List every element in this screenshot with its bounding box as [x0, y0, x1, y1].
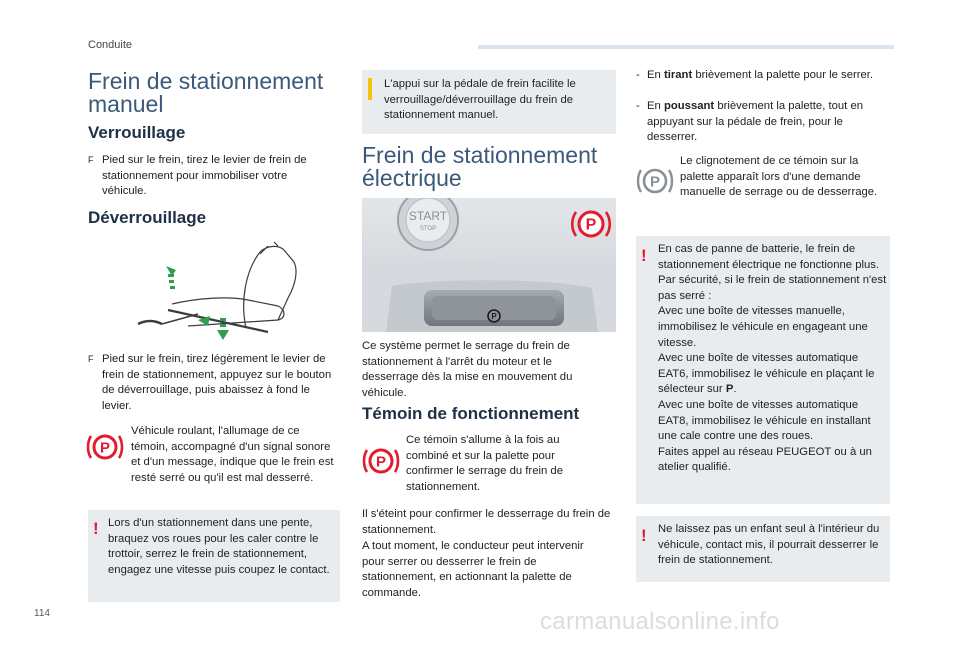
- bullet-icon: F: [88, 354, 94, 364]
- battery-line-1: En cas de panne de batterie, le frein de stationnement électrique ne fonctionne plus.: [658, 243, 880, 271]
- pull-instruction: [636, 68, 886, 84]
- witness-text: Ce témoin s'allume à la fois au combiné et sur la palette pour confirmer le serrage du frein de stationnement.: [406, 434, 563, 493]
- handbrake-illustration: [128, 240, 338, 340]
- start-label: START: [408, 209, 448, 223]
- parking-letter: P: [375, 453, 387, 471]
- battery-warning-body: [658, 242, 888, 476]
- slope-warning-box: [88, 510, 340, 602]
- warning-icon: !: [641, 526, 647, 545]
- watermark: carmanualsonline.info: [540, 608, 780, 635]
- release-text-1: Il s'éteint pour confirmer le desserrage du frein de stationnement.: [362, 508, 611, 536]
- manual-brake-title: Frein de stationnement manuel: [88, 68, 324, 117]
- battery-line-3: Avec une boîte de vitesses manuelle, immobilisez le véhicule en engageant une vitesse.: [658, 305, 868, 349]
- bullet-icon: F: [88, 155, 94, 165]
- electric-brake-title: Frein de stationnement électrique: [362, 142, 598, 191]
- battery-warning-box: [636, 236, 890, 504]
- info-bar: [368, 78, 372, 100]
- parking-letter: P: [585, 216, 597, 234]
- release-text-2: A tout moment, le conducteur peut intervenir pour serrer ou desserrer le frein de stationnement, en actionnant la palette de commande.: [362, 540, 584, 599]
- dash-mark: -: [636, 69, 640, 81]
- locking-heading: Verrouillage: [88, 123, 186, 142]
- section-label: Conduite: [88, 39, 133, 51]
- push-bold: poussant: [663, 100, 715, 112]
- child-warning-box: [636, 516, 890, 582]
- blink-text: Le clignotement de ce témoin sur la palette apparaît lors d'une demande manuelle de serrage ou de desserrage.: [680, 155, 878, 199]
- pedal-info-note: [362, 70, 616, 134]
- child-warning-text: Ne laissez pas un enfant seul à l'intérieur du véhicule, contact mis, il pourrait desserrer le frein de stationnement.: [658, 523, 880, 567]
- battery-line-5: Avec une boîte de vitesses automatique EAT8, immobilisez le véhicule en installant une cale contre une des roues.: [658, 398, 871, 443]
- slope-warning-text: Lors d'un stationnement dans une pente, braquez vos roues pour les caler contre le trottoir, serrez le frein de stationnement, engagez une vitesse puis coupez le contact.: [108, 517, 330, 576]
- header-bar: [478, 45, 894, 49]
- battery-line-4a: Avec une boîte de vitesses automatique EAT6, immobilisez le véhicule en plaçant le sélecteur sur: [658, 352, 875, 396]
- unlocking-text: Pied sur le frein, tirez légèrement le levier de frein de stationnement, appuyez sur le bouton de déverrouillage, puis abaissez à fond le levier.: [102, 353, 332, 412]
- dash-mark: -: [636, 100, 640, 112]
- page-number: 114: [34, 608, 50, 619]
- parking-letter: P: [649, 173, 661, 191]
- push-rest: brièvement la palette, tout en appuyant sur la pédale de frein, pour le desserrer.: [647, 100, 864, 144]
- electric-description: Ce système permet le serrage du frein de stationnement à l'arrêt du moteur et le desserrage dès la mise en mouvement du véhicule.: [362, 340, 573, 399]
- unlocking-instruction: [88, 352, 333, 414]
- pull-bold: tirant: [663, 69, 693, 81]
- push-prefix: En: [647, 100, 664, 112]
- blink-grey-icon: [636, 164, 674, 198]
- pedal-info-text: L'appui sur la pédale de frein facilite le verrouillage/déverrouillage du frein de stationnement manuel.: [384, 78, 576, 122]
- battery-line-4b: P: [725, 383, 734, 396]
- pull-prefix: En: [647, 69, 664, 81]
- unlocking-heading: Déverrouillage: [88, 208, 207, 227]
- locking-instruction: [88, 153, 328, 200]
- photo-parking-letter: P: [491, 312, 497, 321]
- warning-icon: !: [93, 519, 99, 538]
- locking-text: Pied sur le frein, tirez le levier de frein de stationnement pour immobiliser votre véhicule.: [102, 154, 307, 198]
- witness-heading: Témoin de fonctionnement: [362, 404, 580, 423]
- battery-line-4: [658, 351, 888, 398]
- push-instruction: [636, 99, 886, 146]
- parking-letter: P: [99, 439, 111, 457]
- parking-warning-red-icon: [86, 430, 124, 464]
- warning-icon: !: [641, 246, 647, 265]
- battery-line-6: Faites appel au réseau PEUGEOT ou à un atelier qualifié.: [658, 445, 872, 474]
- parking-red-icon-overlay: [570, 206, 612, 242]
- battery-line-2: Par sécurité, si le frein de stationnement n'est pas serré :: [658, 274, 887, 302]
- witness-red-icon: [362, 444, 400, 478]
- battery-line-4c: .: [733, 383, 737, 396]
- stop-label: STOP: [419, 226, 437, 232]
- indicator-text: Véhicule roulant, l'allumage de ce témoin, accompagné d'un signal sonore et d'un message, indique que le frein est resté serré ou qu'il est mal desserré.: [131, 425, 334, 484]
- pull-rest: brièvement la palette pour le serrer.: [692, 69, 874, 81]
